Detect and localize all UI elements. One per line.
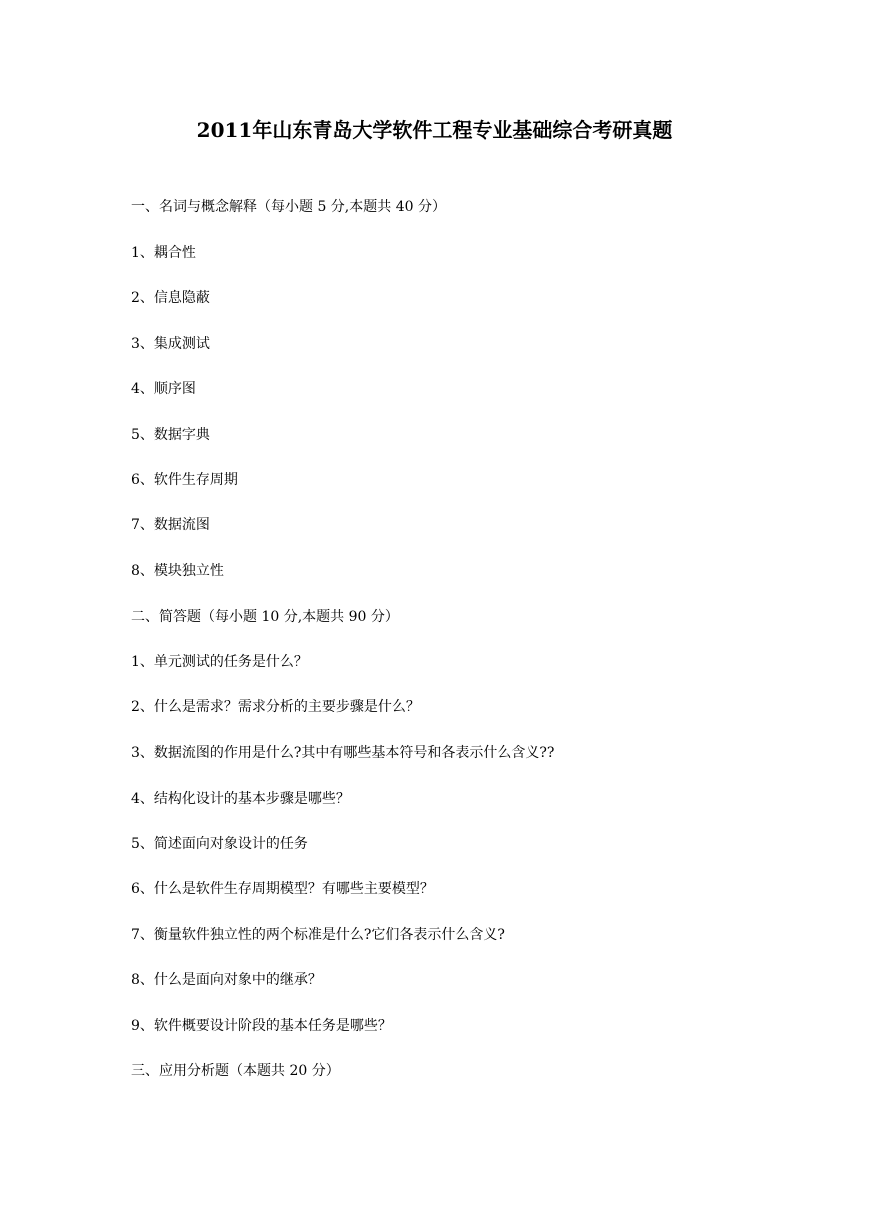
section-1-item: 6、软件生存周期 [131, 472, 238, 488]
section-2-item: 2、什么是需求？需求分析的主要步骤是什么？ [131, 699, 420, 715]
section-2-item: 9、软件概要设计阶段的基本任务是哪些？ [131, 1018, 392, 1034]
section-1-item: 2、信息隐蔽 [131, 290, 210, 306]
section-1-item: 8、模块独立性 [131, 563, 224, 579]
section-2-item: 3、数据流图的作用是什么?其中有哪些基本符号和各表示什么含义?? [131, 745, 555, 761]
section-1-item: 1、耦合性 [131, 245, 196, 261]
section-1-item: 4、顺序图 [131, 381, 196, 397]
section-1-heading: 一、名词与概念解释（每小题 5 分,本题共 40 分） [131, 199, 446, 215]
section-2-item: 8、什么是面向对象中的继承？ [131, 972, 322, 988]
section-2-item: 6、什么是软件生存周期模型？有哪些主要模型？ [131, 881, 434, 897]
section-1-item: 3、集成测试 [131, 336, 210, 352]
section-2-item: 5、简述面向对象设计的任务 [131, 836, 308, 852]
section-1-item: 5、数据字典 [131, 427, 210, 443]
page-title: 2011年山东青岛大学软件工程专业基础综合考研真题 [196, 118, 673, 142]
section-2-item: 1、单元测试的任务是什么？ [131, 654, 308, 670]
section-1-item: 7、数据流图 [131, 517, 210, 533]
section-3-heading: 三、应用分析题（本题共 20 分） [131, 1063, 340, 1079]
section-2-heading: 二、简答题（每小题 10 分,本题共 90 分） [131, 609, 399, 625]
section-2-item: 4、结构化设计的基本步骤是哪些？ [131, 791, 350, 807]
section-2-item: 7、衡量软件独立性的两个标准是什么?它们各表示什么含义? [131, 927, 505, 943]
